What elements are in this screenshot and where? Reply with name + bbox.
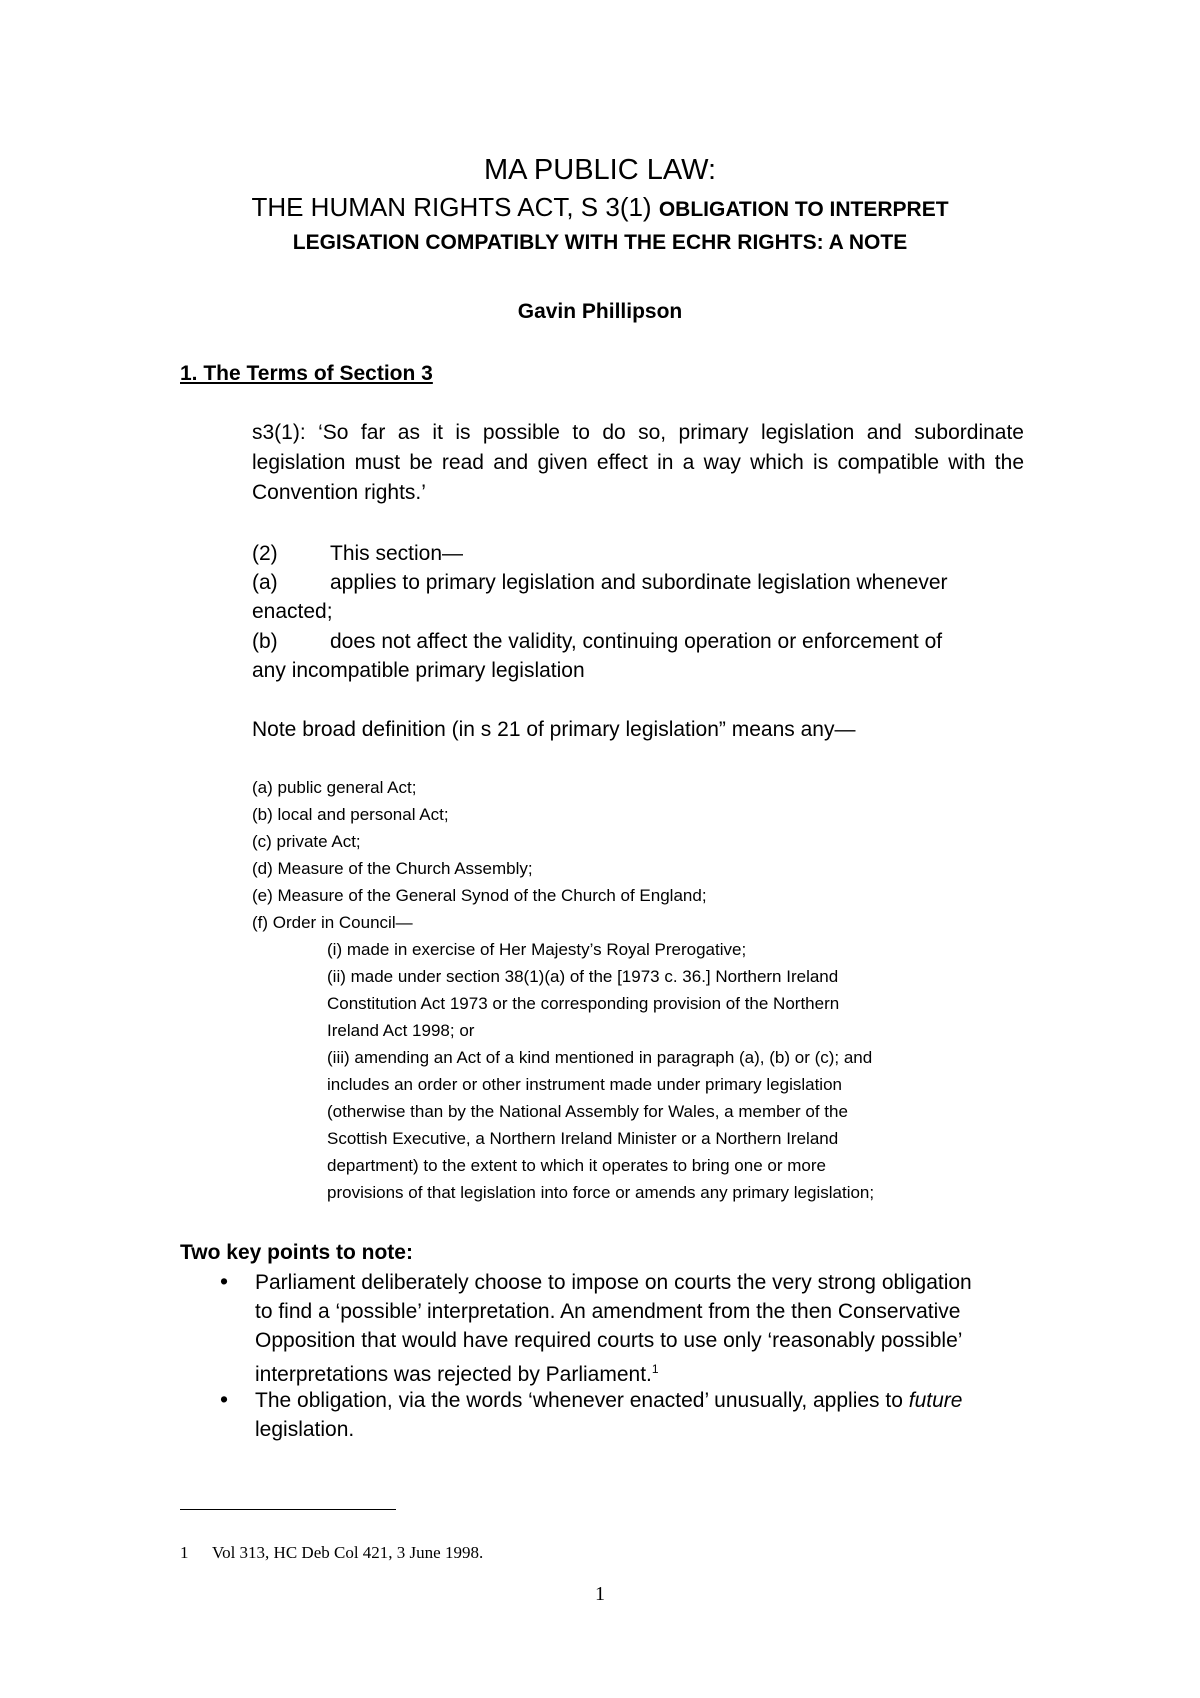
footnote-reference[interactable]: 1 [651, 1362, 659, 1376]
order-item: Ireland Act 1998; or [327, 1021, 475, 1040]
definition-item: (f) Order in Council— [252, 913, 413, 932]
definition-note: Note broad definition (in s 21 of primary legislation” means any— [252, 718, 856, 741]
order-item: (ii) made under section 38(1)(a) of the [1973 c. 36.] Northern Ireland [327, 967, 839, 986]
definition-item: (b) local and personal Act; [252, 805, 449, 824]
bullet-2-emphasis: future [908, 1389, 963, 1412]
bullet-icon: • [220, 1386, 229, 1412]
page-number: 1 [595, 1583, 605, 1605]
subsection-2 [252, 539, 463, 569]
subsection-b-cont: any incompatible primary legislation [252, 659, 585, 682]
definition-item: (e) Measure of the General Synod of the Church of England; [252, 886, 707, 905]
order-item: provisions of that legislation into force or amends any primary legislation; [327, 1183, 875, 1202]
order-item: (iii) amending an Act of a kind mentioned in paragraph (a), (b) or (c); and [327, 1048, 873, 1067]
order-item: Scottish Executive, a Northern Ireland Minister or a Northern Ireland [327, 1129, 839, 1148]
title-line-2 [0, 191, 1200, 226]
definition-item: (c) private Act; [252, 832, 361, 851]
subsection-b-text: does not affect the validity, continuing operation or enforcement of [330, 630, 943, 653]
bullet-2-line [255, 1386, 962, 1415]
subsection-b [252, 627, 942, 657]
order-item: department) to the extent to which it operates to bring one or more [327, 1156, 826, 1175]
bullet-1-last-line [255, 1355, 659, 1389]
subsection-a-label: (a) [252, 571, 278, 594]
author: Gavin Phillipson [517, 300, 683, 323]
subsection-a-cont: enacted; [252, 600, 333, 623]
footnote-text: Vol 313, HC Deb Col 421, 3 June 1998. [212, 1543, 484, 1562]
subsection-2-label: (2) [252, 542, 278, 565]
title-line-2-main: THE HUMAN RIGHTS ACT, S 3(1) [251, 192, 659, 222]
footnote-number: 1 [180, 1543, 189, 1562]
section-heading: 1. The Terms of Section 3 [180, 362, 433, 385]
definition-item: (d) Measure of the Church Assembly; [252, 859, 533, 878]
bullet-icon: • [220, 1268, 229, 1294]
subsection-a [252, 568, 948, 598]
section-quote: s3(1): ‘So far as it is possible to do so, primary legislation and subordinate legislation must be read and given effect in a way which is compatible with the Convention rights.’ [252, 421, 1024, 504]
order-item: Constitution Act 1973 or the corresponding provision of the Northern [327, 994, 840, 1013]
title-line-2-small: OBLIGATION TO INTERPRET [658, 198, 949, 221]
title-line-3: LEGISATION COMPATIBLY WITH THE ECHR RIGHTS: A NOTE [292, 231, 908, 254]
bullet-1-line: Parliament deliberately choose to impose on courts the very strong obligation [255, 1271, 972, 1294]
bullet-2-line: legislation. [255, 1418, 355, 1441]
subsection-2-text: This section— [330, 542, 464, 565]
order-item: (otherwise than by the National Assembly for Wales, a member of the [327, 1102, 848, 1121]
order-item: (i) made in exercise of Her Majesty’s Royal Prerogative; [327, 940, 747, 959]
bullet-1-line: interpretations was rejected by Parliament. [255, 1363, 652, 1386]
definition-item: (a) public general Act; [252, 778, 417, 797]
footnote-divider [180, 1509, 396, 1510]
key-points-title: Two key points to note: [180, 1241, 413, 1264]
bullet-1-line: Opposition that would have required courts to use only ‘reasonably possible’ [255, 1329, 963, 1352]
bullet-1-line: to find a ‘possible’ interpretation. An amendment from the then Conservative [255, 1300, 961, 1323]
title-line-1: MA PUBLIC LAW: [483, 154, 717, 186]
subsection-b-label: (b) [252, 630, 278, 653]
subsection-a-text: applies to primary legislation and subordinate legislation whenever [330, 571, 948, 594]
order-item: includes an order or other instrument made under primary legislation [327, 1075, 842, 1094]
bullet-2-text: The obligation, via the words ‘whenever enacted’ unusually, applies to [255, 1389, 909, 1412]
